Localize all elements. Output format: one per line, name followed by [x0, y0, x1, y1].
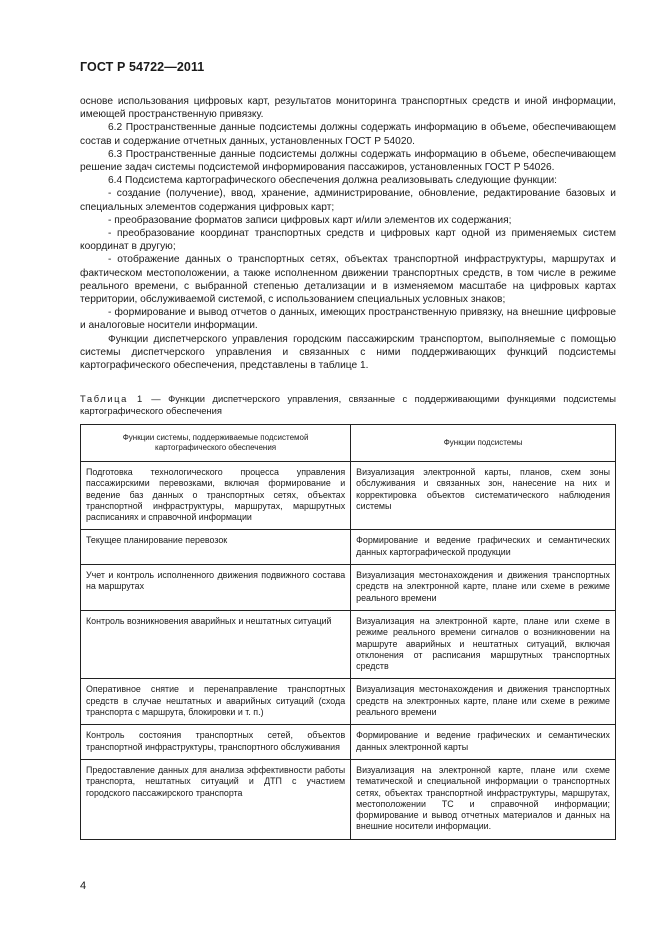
- table-cell: Формирование и ведение графических и семантических данных картографической продукции: [351, 530, 616, 565]
- paragraph: Функции диспетчерского управления городским пассажирским транспортом, выполняемые с помощью системы диспетчерского управления и связанных с ними поддерживающих функций подсистемы картографического обеспечения, представлены в таблице 1.: [80, 333, 616, 372]
- table-cell: Визуализация электронной карты, планов, схем зоны обслуживания и связанных зон, нанесение на них и корректировка объектов систематического наблюдения системы: [351, 462, 616, 530]
- list-item: - создание (получение), ввод, хранение, администрирование, обновление, редактирование базовых и специальных элементов содержания цифровых карт;: [80, 188, 616, 213]
- document-header: ГОСТ Р 54722—2011: [80, 60, 205, 74]
- table-row: [81, 759, 616, 839]
- paragraph: 6.3 Пространственные данные подсистемы должны содержать информацию в объеме, обеспечивающем решение задач системы подсистемой информирования пассажиров, установленных ГОСТ Р 54026.: [80, 148, 616, 174]
- table-cell: Формирование и ведение графических и семантических данных электронной карты: [351, 725, 616, 760]
- table-cell: Визуализация местонахождения и движения транспортных средств на электронных карте, плане или схеме в режиме реального времени: [351, 679, 616, 725]
- list-item: - преобразование координат транспортных средств и цифровых карт одной из применяемых систем координат в другую;: [80, 228, 616, 253]
- table-header-row: [81, 425, 616, 462]
- table-cell: Текущее планирование перевозок: [81, 530, 351, 565]
- table-row: [81, 725, 616, 760]
- table-row: [81, 462, 616, 530]
- table-cell: Визуализация местонахождения и движения транспортных средств на электронной карте, плане или схеме в режиме реального времени: [351, 565, 616, 611]
- table-caption: [80, 393, 616, 417]
- table-row: [81, 565, 616, 611]
- table-cell: Подготовка технологического процесса управления пассажирскими перевозками, включая формирование и ведение баз данных о транспортных сетях, объектах транспортной инфраструктуры, маршрутах, маршрутных расписаниях и справочной информации: [81, 462, 351, 530]
- table-cell: Контроль состояния транспортных сетей, объектов транспортной инфраструктуры, транспортного обслуживания: [81, 725, 351, 760]
- table-cell: Предоставление данных для анализа эффективности работы транспорта, нештатных ситуаций и ДТП с участием городского пассажирского транспорта: [81, 759, 351, 839]
- body-text: [80, 95, 616, 372]
- list-item: - преобразование форматов записи цифровых карт и/или элементов их содержания;: [108, 214, 512, 226]
- table-row: [81, 530, 616, 565]
- paragraph: 6.2 Пространственные данные подсистемы должны содержать информацию в объеме, обеспечивающем состав и содержание отчетных данных, установленных ГОСТ Р 54020.: [80, 122, 616, 147]
- table-cell: Визуализация на электронной карте, плане или схеме в режиме реального времени сигналов о возникновении на маршруте аварийных и нештатных ситуаций, включая отклонения от расписания маршрутных транспортных средств: [351, 610, 616, 678]
- table-cell: Контроль возникновения аварийных и нештатных ситуаций: [81, 610, 351, 678]
- column-header: Функции системы, поддерживаемые подсистемой картографического обеспечения: [81, 425, 351, 462]
- page-number: 4: [80, 880, 87, 892]
- table-caption-text: — Функции диспетчерского управления, связанные с поддерживающими функциями подсистемы картографического обеспечения: [80, 393, 616, 416]
- table-caption-label: Таблица 1: [80, 393, 144, 404]
- column-header: Функции подсистемы: [351, 425, 616, 462]
- table-row: [81, 679, 616, 725]
- table-cell: Визуализация на электронной карте, плане или схеме тематической и специальной информации о транспортных сетях, объектах транспортной инфраструктуры, маршрутах, местоположении ТС и справочной информации; формирование и вывод отчетных материалов и данных на внешние носители информации.: [351, 759, 616, 839]
- list-item: - отображение данных о транспортных сетях, объектах транспортной инфраструктуры, маршрутах и фактическом местоположении, а также исполненном движении транспортных средств, в том числе в режиме реального времени, с выбранной степенью детализации и в изменяемом масштабе на цифровых картах территории, обслуживаемой системой, с использованием специальных условных знаков;: [80, 254, 616, 306]
- paragraph: основе использования цифровых карт, результатов мониторинга транспортных средств и иной информации, имеющей пространственную привязку.: [80, 96, 616, 121]
- list-item: - формирование и вывод отчетов о данных, имеющих пространственную привязку, на внешние цифровые и аналоговые носители информации.: [80, 307, 616, 332]
- table-cell: Оперативное снятие и перенаправление транспортных средств в случае нештатных и аварийных ситуаций (схода транспорта с маршрута, блокировки и т. п.): [81, 679, 351, 725]
- functions-table: [80, 424, 616, 840]
- table-cell: Учет и контроль исполненного движения подвижного состава на маршрутах: [81, 565, 351, 611]
- table-row: [81, 610, 616, 678]
- paragraph: 6.4 Подсистема картографического обеспечения должна реализовывать следующие функции:: [108, 175, 557, 187]
